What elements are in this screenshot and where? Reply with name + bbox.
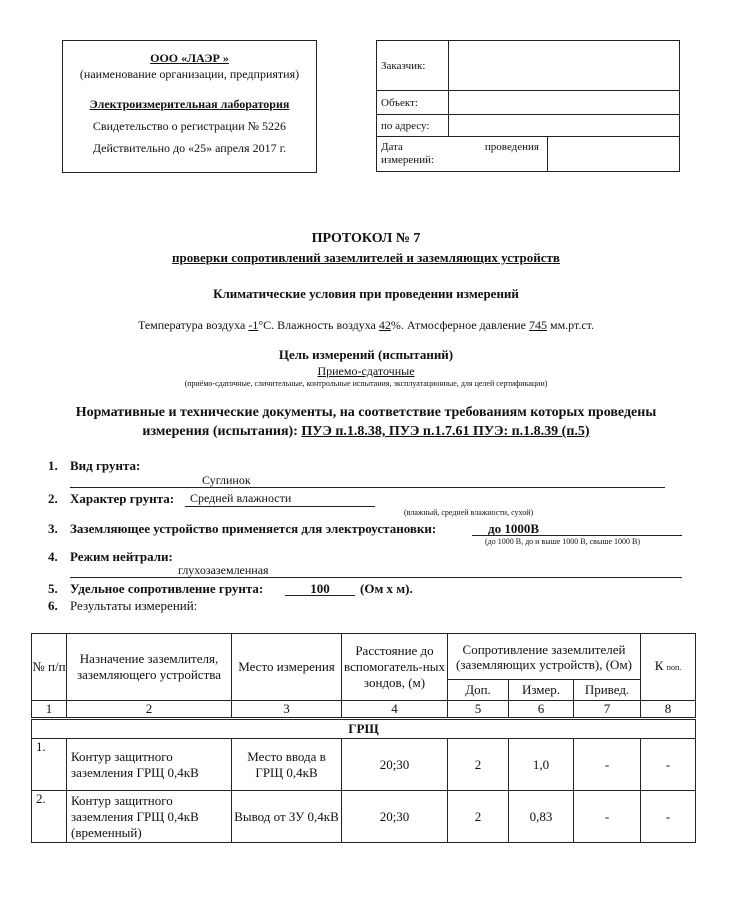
lab-name: Электроизмерительная лаборатория	[89, 97, 290, 111]
header-k-label: К	[654, 658, 664, 673]
address-value	[449, 115, 680, 137]
item2-number: 2.	[48, 491, 58, 506]
col-num-2: 2	[67, 701, 232, 719]
norms-prefix: измерения (испытания):	[142, 424, 298, 439]
table-row	[32, 739, 696, 791]
header-k-sub: поп.	[666, 663, 682, 672]
protocol-title: ПРОТОКОЛ № 7	[311, 231, 421, 246]
item5-value: 100	[310, 581, 330, 596]
row-k: -	[641, 739, 696, 791]
header-reduced: Привед.	[574, 680, 641, 701]
header-measured: Измер.	[509, 680, 574, 701]
client-label: Заказчик:	[377, 41, 449, 91]
temp-unit: °С. Влажность воздуха	[258, 318, 376, 332]
item4-number: 4.	[48, 549, 58, 564]
col-num-4: 4	[342, 701, 448, 719]
norms-line2	[0, 424, 732, 440]
item3-caption: (до 1000 В, до и выше 1000 В, свыше 1000 В)	[485, 537, 641, 546]
item4-value: глухозаземленная	[178, 563, 269, 577]
purpose-heading: Цель измерений (испытаний)	[278, 347, 454, 362]
row-reduced: -	[574, 791, 641, 843]
col-num-5: 5	[448, 701, 509, 719]
norms-value: ПУЭ п.1.8.38, ПУЭ п.1.7.61 ПУЭ: п.1.8.39 (п.5)	[301, 424, 590, 439]
org-name-caption: (наименование организации, предприятия)	[79, 67, 300, 81]
date-value	[548, 137, 680, 172]
item1-number: 1.	[48, 458, 58, 473]
row-purpose: Контур защитного заземления ГРЩ 0,4кВ (временный)	[67, 791, 232, 843]
header-allowed: Доп.	[448, 680, 509, 701]
item3-number: 3.	[48, 521, 58, 536]
protocol-subtitle: проверки сопротивлений заземлителей и заземляющих устройств	[172, 250, 560, 265]
purpose-caption: (приёмо-сдаточные, сличительные, контрольные испытания, эксплуатационные, для целей сертификации)	[184, 379, 548, 388]
certificate: Свидетельство о регистрации № 5226	[92, 119, 287, 133]
row-measured: 1,0	[509, 739, 574, 791]
table-row	[32, 791, 696, 843]
humidity-unit: %. Атмосферное давление	[390, 318, 526, 332]
item2-caption: (влажный, средней влажности, сухой)	[404, 508, 534, 517]
row-distance: 20;30	[342, 791, 448, 843]
item5-unit: (Ом х м).	[360, 581, 413, 596]
client-value	[449, 41, 680, 91]
col-num-1: 1	[32, 701, 67, 719]
humidity-value: 42	[378, 318, 391, 332]
col-num-7: 7	[574, 701, 641, 719]
item4-label: Режим нейтрали:	[70, 549, 173, 564]
address-label: по адресу:	[377, 115, 449, 137]
col-num-8: 8	[641, 701, 696, 719]
item2-value: Средней влажности	[190, 491, 292, 505]
date-label-part2: проведения	[484, 141, 539, 153]
valid-until: Действительно до «25» апреля 2017 г.	[92, 141, 287, 155]
norms-line1: Нормативные и технические документы, на соответствие требованиям которых проведены	[75, 405, 657, 420]
row-measured: 0,83	[509, 791, 574, 843]
object-value	[449, 91, 680, 115]
item6-label: Результаты измерений:	[70, 598, 198, 613]
row-reduced: -	[574, 739, 641, 791]
organization-box	[62, 40, 317, 173]
row-place: Место ввода в ГРЩ 0,4кВ	[232, 739, 342, 791]
header-number: № п/п	[32, 634, 67, 701]
pressure-unit: мм.рт.ст.	[549, 318, 595, 332]
item5-number: 5.	[48, 581, 58, 596]
pressure-value: 745	[528, 318, 547, 332]
item1-line	[70, 487, 665, 488]
purpose-value: Приемо-сдаточные	[317, 364, 415, 378]
header-purpose: Назначение заземлителя, заземляющего устройства	[67, 634, 232, 701]
item6-number: 6.	[48, 598, 58, 613]
item1-value: Суглинок	[202, 473, 251, 487]
row-number: 1.	[32, 739, 67, 791]
item3-label: Заземляющее устройство применяется для электроустановки:	[70, 521, 437, 536]
date-label-part3: измерений:	[381, 154, 435, 166]
row-distance: 20;30	[342, 739, 448, 791]
col-num-6: 6	[509, 701, 574, 719]
results-table	[31, 633, 696, 843]
item4-line	[70, 577, 682, 578]
row-allowed: 2	[448, 791, 509, 843]
header-place: Место измерения	[232, 634, 342, 701]
row-number: 2.	[32, 791, 67, 843]
column-number-row	[32, 701, 696, 719]
row-allowed: 2	[448, 739, 509, 791]
org-name: ООО «ЛАЭР »	[150, 51, 229, 65]
header-distance: Расстояние до вспомогатель-ных зондов, (м)	[342, 634, 448, 701]
date-label-part1: Дата	[381, 141, 403, 153]
col-num-3: 3	[232, 701, 342, 719]
header-k	[641, 634, 696, 701]
item2-label: Характер грунта:	[70, 491, 175, 506]
date-label	[377, 137, 548, 172]
item5-line	[285, 595, 355, 596]
header-resistance: Сопротивление заземлителей (заземляющих устройств), (Ом)	[448, 634, 641, 680]
row-k: -	[641, 791, 696, 843]
row-place: Вывод от ЗУ 0,4кВ	[232, 791, 342, 843]
item2-line	[185, 506, 375, 507]
climate-heading: Климатические условия при проведении измерений	[213, 286, 519, 301]
item1-label: Вид грунта:	[70, 458, 141, 473]
row-purpose: Контур защитного заземления ГРЩ 0,4кВ	[67, 739, 232, 791]
climate-line	[0, 318, 732, 333]
temp-value: -1	[248, 318, 259, 332]
item3-value: до 1000В	[488, 521, 539, 536]
object-label: Объект:	[377, 91, 449, 115]
customer-table	[376, 40, 680, 172]
section-title: ГРЩ	[32, 719, 696, 739]
temp-label: Температура воздуха	[137, 318, 246, 332]
item5-label: Удельное сопротивление грунта:	[70, 581, 264, 596]
item3-line	[472, 535, 682, 536]
